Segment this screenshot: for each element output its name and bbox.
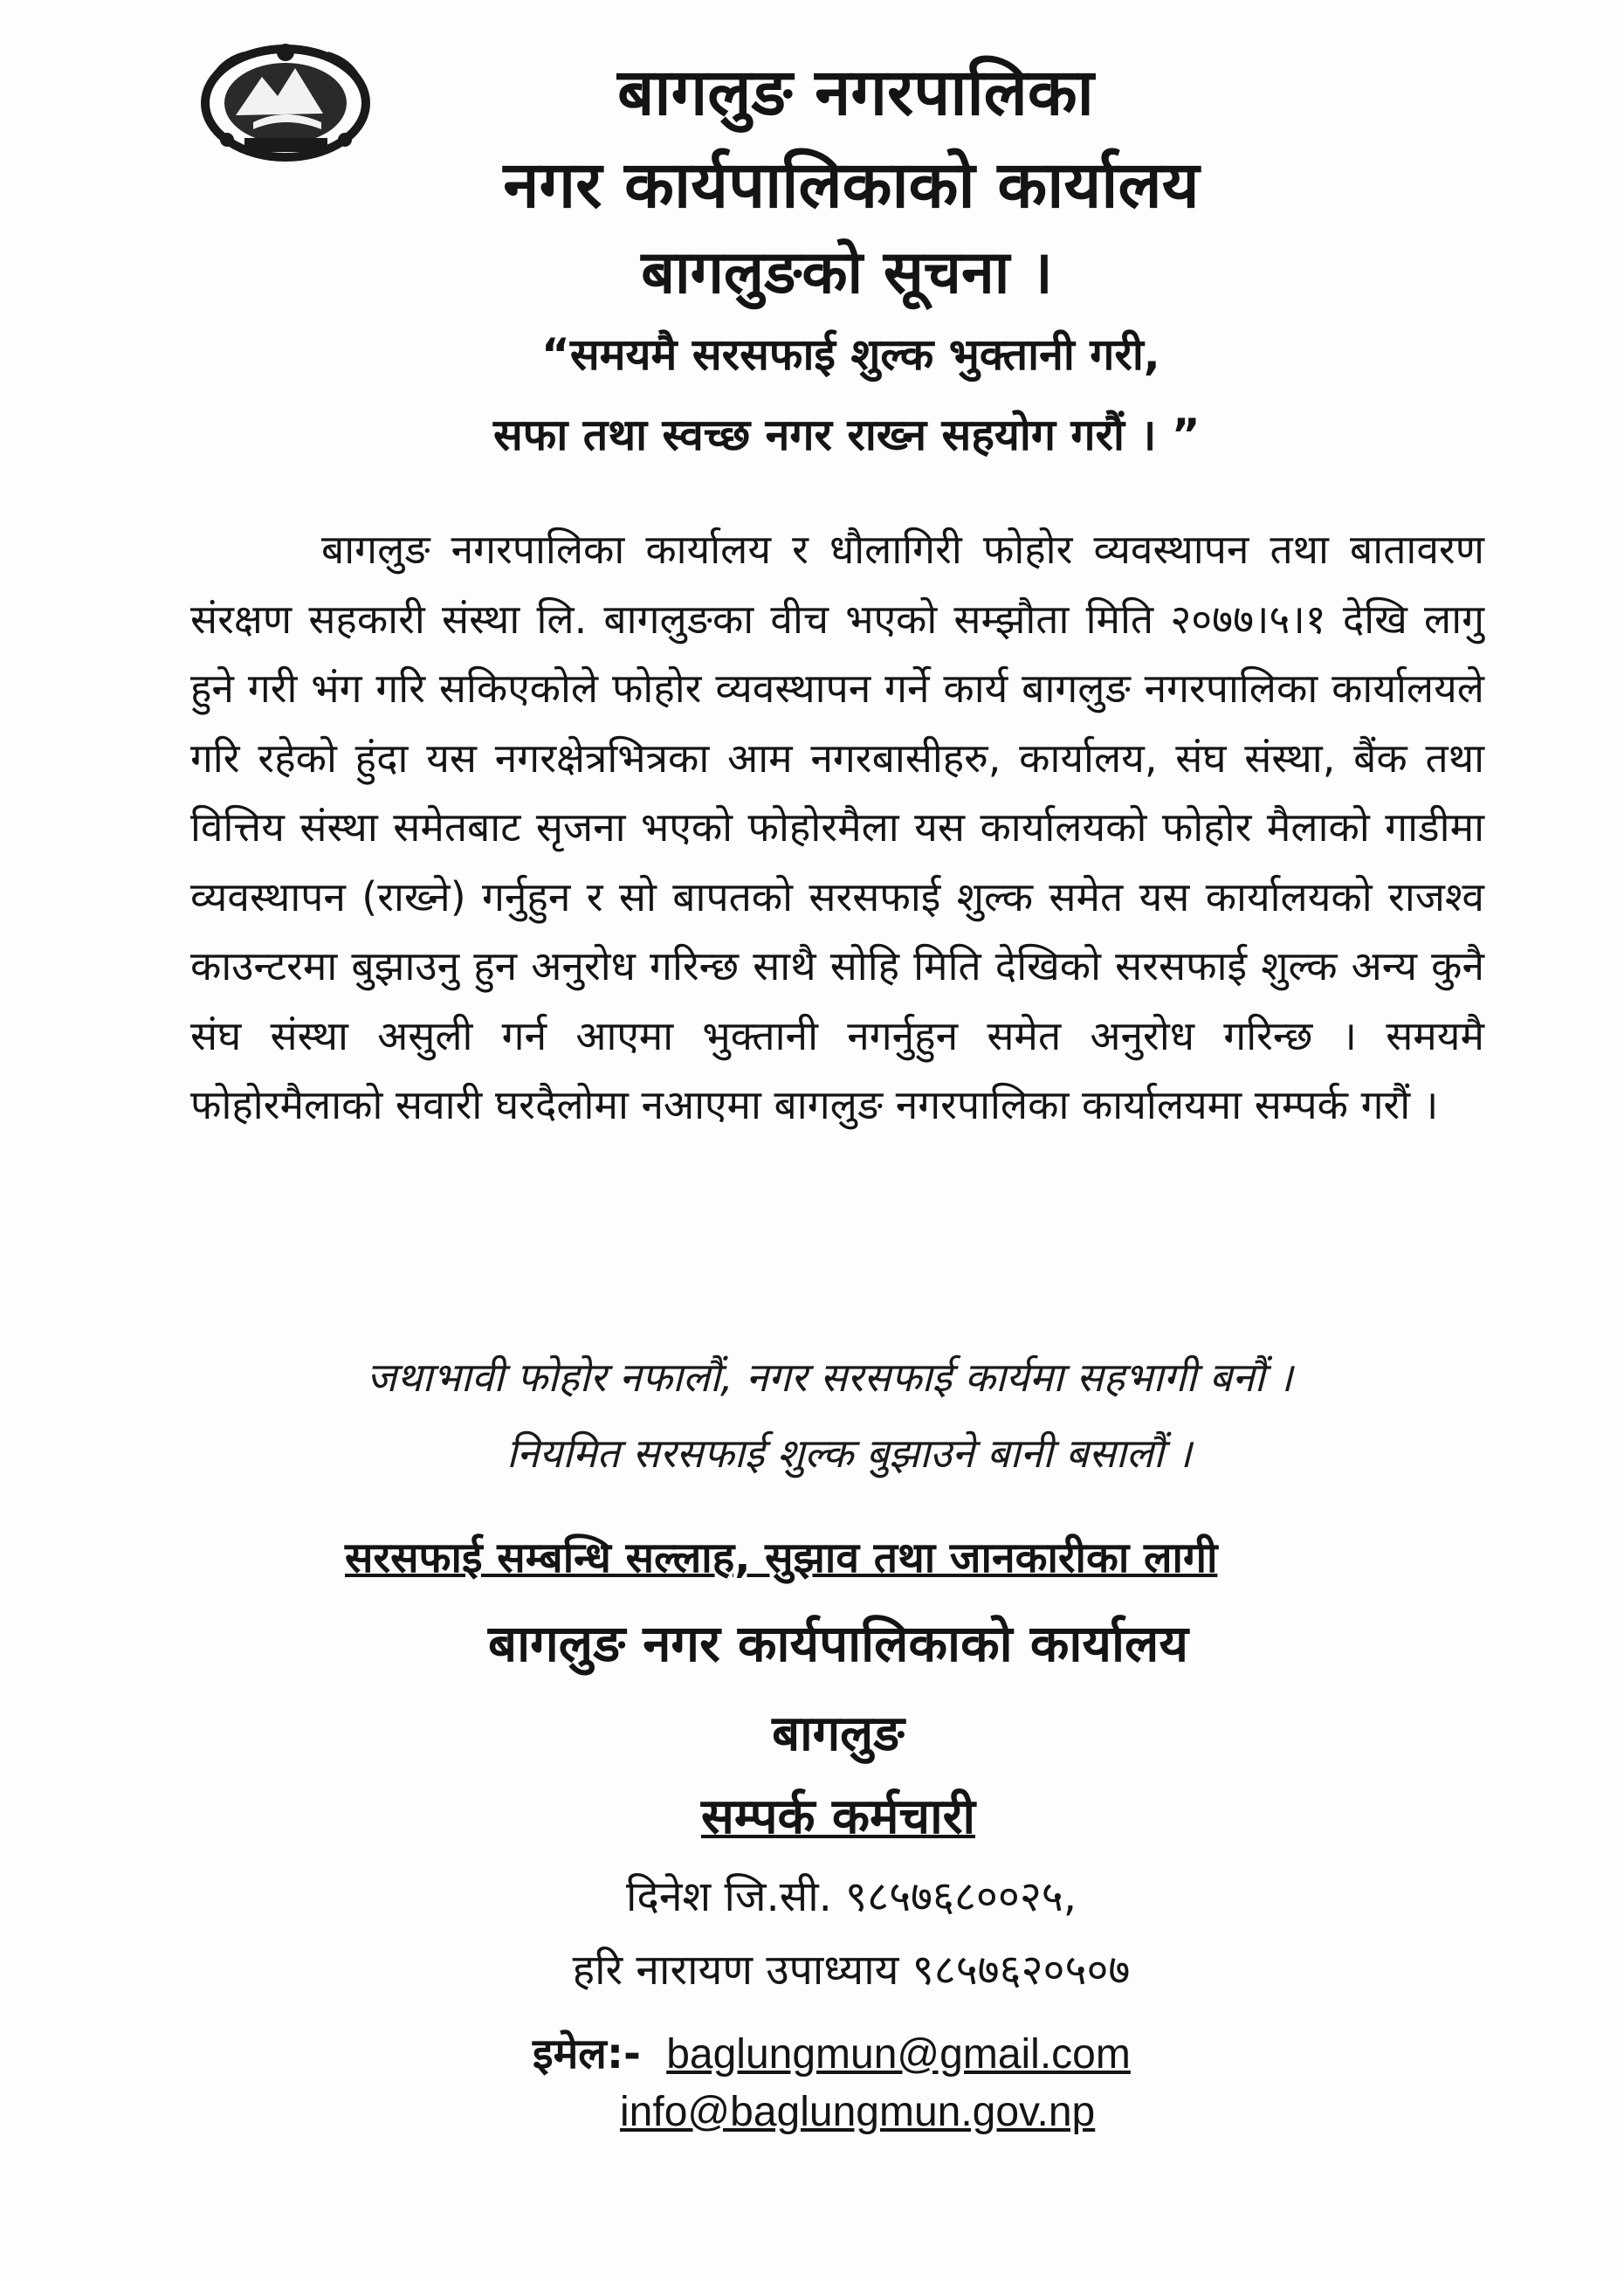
notice-paragraph: बागलुङ नगरपालिका कार्यालय र धौलागिरी फोहोर व्यवस्थापन तथा बातावरण संरक्षण सहकारी संस्था लि. बागलुङका वीच भएको सम्झौता मिति २०७७।५।१ देखि लागु हुने गरी भंग गरि सकिएकोले फोहोर व्यवस्थापन गर्ने कार्य बागलुङ नगरपालिका कार्यालयले गरि रहेको हुंदा यस नगरक्षेत्रभित्रका आम नगरबासीहरु, कार्यालय, संघ संस्था, बैंक तथा वित्तिय संस्था समेतबाट सृजना भएको फोहोरमैला यस कार्यालयको फोहोर मैलाको गाडीमा व्यवस्थापन (राख्ने) गर्नुहुन र सो बापतको सरसफाई शुल्क समेत यस कार्यालयको राजश्व काउन्टरमा बुझाउनु हुन अनुरोध गरिन्छ साथै सोहि मिति देखिको सरसफाई शुल्क अन्य कुनै संघ संस्था असुली गर्न आएमा भुक्तानी नगर्नुहुन समेत अनुरोध गरिन्छ । समयमै फोहोरमैलाको सवारी घरदैलोमा नआएमा बागलुङ नगरपालिका कार्यालयमा सम्पर्क गरौं । xyxy=(190,526,1484,1128)
staff-title: सम्पर्क कर्मचारी xyxy=(700,1788,975,1845)
email-link-gov[interactable]: info@baglungmun.gov.np xyxy=(620,2089,1096,2135)
appeal-line-2: नियमित सरसफाई शुल्क बुझाउने बानी बसालौं । xyxy=(506,1430,1192,1477)
slogan-line-2: सफा तथा स्वच्छ नगर राख्न सहयोग गरौं । ” xyxy=(493,410,1201,460)
contact-heading: सरसफाई सम्बन्धि सल्लाह, सुझाव तथा जानकारीका लागी xyxy=(345,1533,1218,1582)
contact-place: बागलुङ xyxy=(772,1706,905,1762)
contact-office: बागलुङ नगर कार्यपालिकाको कार्यालय xyxy=(487,1614,1189,1673)
contact-person-1: दिनेश जि.सी. ९८५७६८००२५, xyxy=(625,1872,1077,1921)
email-link-gmail[interactable]: baglungmun@gmail.com xyxy=(666,2031,1131,2078)
email-label: इमेल:- xyxy=(533,2029,641,2078)
municipality-name: बागलुङ नगरपालिका xyxy=(617,55,1094,130)
email-row xyxy=(533,2024,1131,2081)
notice-title: बागलुङको सूचना । xyxy=(641,238,1053,307)
slogan-line-1: “समयमै सरसफाई शुल्क भुक्तानी गरी, xyxy=(541,329,1160,380)
notice-body xyxy=(190,515,1484,1140)
appeal-line-1: जथाभावी फोहोर नफालौं, नगर सरसफाई कार्यमा सहभागी बनौं । xyxy=(367,1354,1293,1401)
email-row-2 xyxy=(620,2087,1095,2136)
contact-person-2: हरि नारायण उपाध्याय ९८५७६२०५०७ xyxy=(572,1946,1131,1995)
office-name: नगर कार्यपालिकाको कार्यालय xyxy=(503,148,1200,223)
